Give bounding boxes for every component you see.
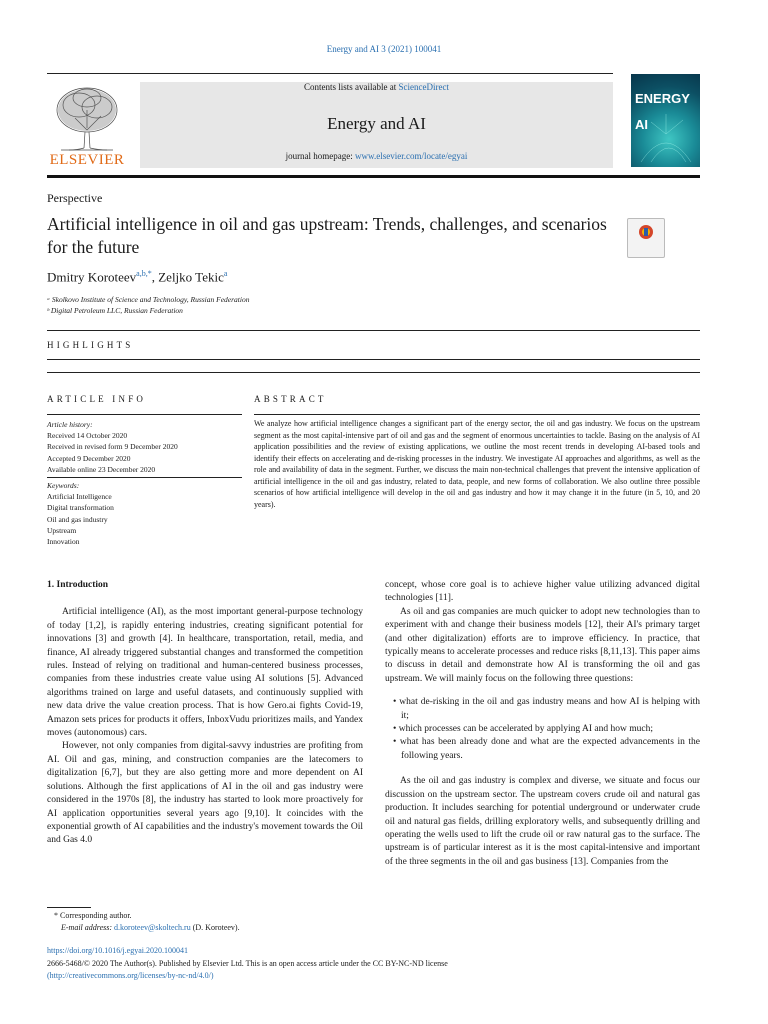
divider [47, 477, 242, 478]
history-accepted: Accepted 9 December 2020 [47, 453, 131, 463]
article-history-label: Article history: [47, 420, 93, 429]
check-updates-icon [628, 219, 664, 257]
email-link[interactable]: d.koroteev@skoltech.ru [114, 923, 191, 932]
body-paragraph: As the oil and gas industry is complex and diverse, we situate and focus our discussion on the upstream sector. The upstream covers crude oil and natural gas production. It includes searching for potential underground or underwater crude oil and natural gas fields, drilling exploratory wells, and subsequently drilling and operating the wells used to lift the crude oil or raw natural gas to the surface. The upstream is of particular interest as it is the most capital-intensive and important of the three segments in the oil and gas business [13]. Companies from the [385, 776, 700, 867]
abstract-heading: ABSTRACT [254, 394, 327, 404]
journal-homepage-link[interactable]: www.elsevier.com/locate/egyai [355, 151, 468, 161]
sciencedirect-link[interactable]: ScienceDirect [398, 82, 449, 92]
journal-cover-image[interactable] [631, 74, 700, 167]
question-list [385, 696, 700, 763]
corresponding-author-footnote: * Corresponding author. [54, 911, 132, 920]
list-item: • which processes can be accelerated by applying AI and how much; [385, 723, 700, 736]
homepage-prefix: journal homepage: [285, 151, 356, 161]
keyword: Innovation [47, 537, 80, 547]
masthead-top-rule [47, 73, 613, 74]
body-left-column [47, 579, 363, 848]
body-paragraph: As oil and gas companies are much quicker to adopt new technologies than to experiment with and change their business models [12], their AI's primary target (and other digitalization) efforts are to improve efficiency. In practice, that typically means to accelerate processes and reduce risks [8,11,13]. This paper aims to discuss in detail and demonstrate how AI is transforming the oil and gas upstream. We will mainly focus on the following three questions: [385, 606, 700, 684]
cover-subtitle: AI [635, 117, 648, 132]
history-online: Available online 23 December 2020 [47, 464, 156, 474]
cover-graphic-icon [631, 74, 700, 167]
abstract-text: We analyze how artificial intelligence changes a significant part of the energy sector, the oil and gas industry. We focus on the upstream segment as the most capital-intensive part of oil and gas and the segment of enormous uncertainties to tackle. Basing on the analysis of AI application possibilities and the review of existing applications, we outline the most recent trends in developing AI-based tools and identify their effects on accelerating and de-risking processes in the industry. We investigate AI approaches and algorithms, as well as the role and availability of data in the segment. Further, we discuss the main non-technical challenges that prevent the intensive application of artificial intelligence in the oil and gas industry, related to data, people, and new forms of collaboration. We also outline three possible scenarios of how artificial intelligence will develop in the oil and gas industry and how it may change it in the future (in 5, 10, and 20 years). [254, 419, 700, 509]
list-item: • what de-risking in the oil and gas industry means and how AI is helping with it; [385, 696, 700, 723]
check-for-updates-button[interactable] [627, 218, 665, 258]
keywords [47, 480, 242, 547]
author-separator: , [151, 269, 159, 285]
keyword: Oil and gas industry [47, 514, 108, 524]
keywords-label: Keywords: [47, 481, 80, 490]
license-text: 2666-5468/© 2020 The Author(s). Published by Elsevier Ltd. This is an open access article under the CC BY-NC-ND license [47, 959, 448, 968]
divider [47, 372, 700, 373]
journal-title: Energy and AI [327, 114, 426, 133]
doi-link[interactable]: https://doi.org/10.1016/j.egyai.2020.100041 [47, 946, 188, 955]
email-label: E-mail address: [61, 923, 113, 932]
body-right-column [385, 579, 700, 869]
keyword: Artificial Intelligence [47, 492, 112, 502]
article-history [47, 419, 242, 475]
highlights-heading: HIGHLIGHTS [47, 340, 134, 350]
footnote-rule [47, 907, 91, 908]
license-notice [47, 958, 700, 982]
author-list [47, 269, 227, 285]
history-revised: Received in revised form 9 December 2020 [47, 442, 178, 452]
cover-title: ENERGY [635, 91, 690, 106]
license-link[interactable]: (http://creativecommons.org/licenses/by-nc-nd/4.0/) [47, 971, 214, 980]
divider [47, 359, 700, 360]
article-title: Artificial intelligence in oil and gas upstream: Trends, challenges, and scenarios for the future [47, 214, 607, 257]
divider [47, 414, 242, 415]
article-info-heading: ARTICLE INFO [47, 394, 147, 404]
journal-homepage-line [140, 151, 613, 161]
contents-prefix: Contents lists available at [304, 82, 399, 92]
journal-reference-link[interactable]: Energy and AI 3 (2021) 100041 [326, 44, 442, 54]
divider [254, 414, 700, 415]
author-tekic-affiliation-mark[interactable]: a [223, 269, 228, 278]
affiliation-a: ᵃ Skolkovo Institute of Science and Technology, Russian Federation [47, 295, 250, 304]
author-tekic: Zeljko Tekic [158, 269, 224, 285]
article-type: Perspective [47, 191, 103, 205]
email-footnote [61, 923, 240, 932]
body-paragraph: However, not only companies from digital-savvy industries are profiting from AI. Oil and gas, mining, and construction companies are the latecomers to digitalization [6,7], but they are also getting more and more dependent on AI solutions. Although the first applications of AI in the oil and gas industry were considered in the 1970s [8], the industry has started to look more proactively for AI application opportunities several years ago [9,10]. It coincides with the exponential growth of AI capabilities and the industry's movement towards the Oil and Gas 4.0 [47, 741, 363, 846]
divider [47, 330, 700, 331]
author-koroteev-affiliation-marks[interactable]: a,b,* [136, 269, 152, 278]
body-paragraph-continuation: concept, whose core goal is to achieve higher value utilizing advanced digital technologies [11]. [385, 580, 700, 604]
author-koroteev: Dmitry Koroteev [47, 269, 137, 285]
affiliation-b: ᵇ Digital Petroleum LLC, Russian Federation [47, 306, 183, 315]
history-received: Received 14 October 2020 [47, 431, 128, 441]
keyword: Upstream [47, 525, 77, 535]
body-paragraph: Artificial intelligence (AI), as the most important general-purpose technology of today [1,2], is rapidly entering industries, creating significant potential for innovations [3] and growth [4]. In healthcare, transportation, retail, media, and finance, AI already triggered substantial changes and transformed the competition rules. Instead of relying on traditional and human-centered business processes, companies from these industries create value using AI solutions [5]. Advanced algorithms trained on large and useful datasets, and continuously supplied with new data drive the value creation process. That is how Gero.ai fights Covid-19, Amazon sets prices for products it offers, InboxVudu prioritizes mails, and Yandex moves (autonomous) cars. [47, 607, 363, 739]
section-heading-introduction: 1. Introduction [47, 580, 109, 590]
email-suffix: (D. Koroteev). [190, 923, 240, 932]
elsevier-wordmark: ELSEVIER [49, 152, 125, 168]
masthead-bottom-rule [47, 175, 700, 178]
keyword: Digital transformation [47, 503, 114, 513]
list-item: • what has been already done and what are the expected advancements in the following years. [385, 736, 700, 763]
contents-available-line [140, 82, 613, 92]
